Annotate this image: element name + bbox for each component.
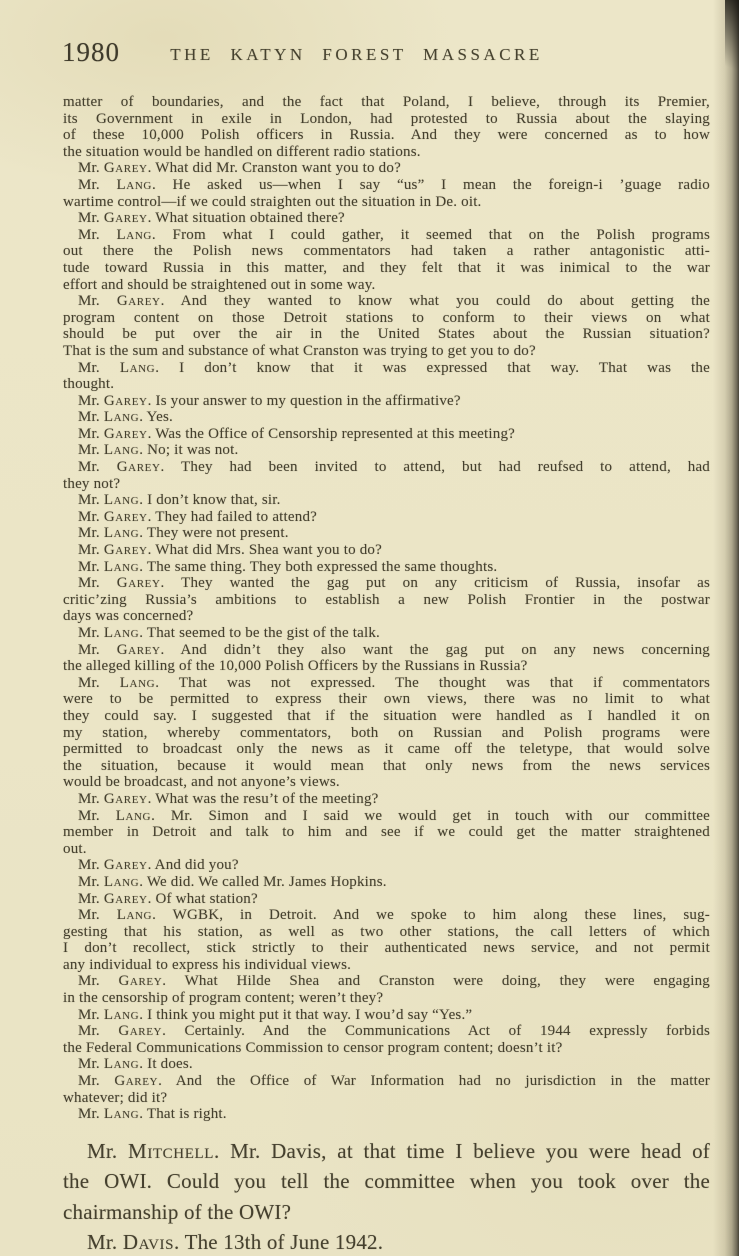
paragraph (63, 857, 710, 874)
text-line: critic’zing Russia’s ambitions to establish a new Polish Frontier in the postwar (63, 591, 710, 608)
text-line: the situation would be handled on different radio stations. (63, 143, 421, 160)
paragraph (63, 393, 710, 410)
speaker-name: Lang (103, 409, 140, 426)
paragraph (63, 1056, 710, 1073)
text-line: Mr. Garey. They had failed to attend? (78, 508, 318, 525)
text-line: Mr. Garey. And didn’t they also want the gag put on any news concerning (78, 641, 710, 658)
speaker-name: Lang (103, 625, 140, 641)
speaker-name: Garey (103, 508, 148, 525)
speaker-name: Lang (103, 492, 140, 509)
text-line: Mr. Garey. And they wanted to know what you could do about getting the (78, 293, 710, 310)
paragraph (63, 426, 710, 443)
text-line: Mr. Lang. That is right. (78, 1106, 227, 1123)
text-line: Mr. Lang. I don’t know that, sir. (78, 492, 281, 509)
text-line: I don’t recollect, stick strictly to their authenticated news service, and not permit (63, 940, 710, 957)
text-line: Mr. Lang. We did. We called Mr. James Hopkins. (78, 873, 387, 890)
speaker-name: Lang (103, 1106, 140, 1123)
paragraph (63, 293, 710, 359)
paragraph (63, 675, 710, 791)
paragraph (63, 409, 710, 426)
text-line: Mr. Garey. Certainly. And the Communications Act of 1944 expressly forbids (78, 1023, 710, 1040)
speaker-name: Garey (118, 1023, 163, 1040)
paragraph (63, 542, 710, 559)
text-line: Mr. Garey. They had been invited to attend, but had reufsed to attend, had (78, 459, 710, 476)
text-line: That is the sum and substance of what Cranston was trying to get you to do? (63, 342, 536, 359)
text-line: Mr. Lang. That seemed to be the gist of the talk. (78, 625, 380, 641)
text-line: Mr. Lang. I don’t know that it was expressed that way. That was the (78, 359, 710, 376)
text-line: out there the Polish news commentators had taken a rather antagonistic atti- (63, 243, 710, 260)
text-line: Mr. Garey. And did you? (78, 857, 239, 874)
text-line: Mr. Lang. Yes. (78, 409, 173, 426)
speaker-name: Lang (115, 807, 152, 824)
paragraph (63, 1073, 710, 1106)
speaker-name: Mitchell (128, 1138, 215, 1163)
running-title: THE KATYN FOREST MASSACRE (170, 45, 543, 64)
text-line: should be put over the air in the United States about the Russian situation? (63, 326, 710, 343)
speaker-name: Lang (103, 442, 140, 459)
text-line: days was concerned? (63, 608, 194, 625)
text-line: Mr. Garey. What was the resu’t of the meeting? (78, 790, 379, 807)
speaker-name: Lang (103, 558, 140, 575)
text-line: Mr. Mitchell. Mr. Davis, at that time I believe you were head of (87, 1138, 710, 1163)
paragraph (63, 973, 710, 1006)
text-line: Mr. Garey. They wanted the gag put on any criticism of Russia, insofar as (78, 575, 711, 592)
paragraph (63, 525, 710, 542)
paragraph (63, 907, 710, 973)
paragraph (63, 492, 710, 509)
speaker-name: Garey (116, 641, 161, 658)
text-line: Mr. Lang. They were not present. (78, 525, 289, 542)
speaker-name: Lang (103, 1056, 140, 1073)
text-line: my station, whereby commentators, both on Russian and Polish programs were (63, 724, 710, 741)
page-number: 1980 (62, 37, 120, 67)
text-line: Mr. Garey. Is your answer to my question in the affirmative? (78, 392, 461, 409)
speaker-name: Garey (103, 790, 148, 807)
text-line: Mr. Lang. It does. (78, 1056, 193, 1073)
text-line: Mr. Lang. From what I could gather, it seemed that on the Polish programs (78, 226, 710, 243)
paragraph (63, 1136, 710, 1228)
text-line: Mr. Lang. WGBK, in Detroit. And we spoke to him along these lines, sug- (78, 907, 710, 924)
speaker-name: Davis (122, 1230, 175, 1255)
text-line: Mr. Garey. And the Office of War Information had no jurisdiction in the matter (78, 1073, 710, 1090)
text-line: Mr. Garey. What did Mr. Cranston want you to do? (78, 160, 401, 177)
paragraph (63, 160, 710, 177)
text-line: Mr. Lang. He asked us—when I say “us” I mean the foreign-i ’guage radio (78, 176, 710, 193)
speaker-name: Garey (116, 293, 161, 310)
text-line: member in Detroit and talk to him and see if we could get the matter straightened (63, 824, 710, 841)
paragraph (63, 210, 710, 227)
paragraph (63, 1007, 710, 1024)
speaker-name: Garey (103, 890, 148, 907)
paragraph (63, 177, 710, 210)
text-line: chairmanship of the OWI? (63, 1199, 292, 1224)
paragraph (63, 874, 710, 891)
paragraph (63, 360, 710, 393)
text-line: the Federal Communications Commission to censor program content; doesn’t it? (63, 1039, 563, 1056)
paragraph (63, 808, 710, 858)
speaker-name: Garey (118, 973, 163, 990)
paragraph (63, 1227, 710, 1256)
text-line: matter of boundaries, and the fact that Poland, I believe, through its Premier, (63, 94, 710, 110)
speaker-name: Garey (103, 210, 148, 227)
speaker-name: Garey (116, 459, 161, 476)
paragraph (63, 891, 710, 908)
paragraph (63, 559, 710, 576)
paragraph (63, 791, 710, 808)
text-line: any individual to express his individual views. (63, 956, 352, 973)
text-line: would be broadcast, and not anyone’s views. (63, 774, 340, 791)
text-line: Mr. Lang. The same thing. They both expressed the same thoughts. (78, 558, 498, 575)
paragraph (63, 642, 710, 675)
text-line: the alleged killing of the 10,000 Polish Officers by the Russians in Russia? (63, 658, 528, 675)
text-line: Mr. Lang. Mr. Simon and I said we would get in touch with our committee (78, 807, 710, 824)
text-line: Mr. Davis. The 13th of June 1942. (87, 1230, 384, 1255)
text-line: effort and should be straightened out in some way. (63, 276, 376, 293)
paragraph (63, 1023, 710, 1056)
speaker-name: Garey (114, 1073, 159, 1090)
speaker-name: Garey (103, 160, 148, 177)
speaker-name: Lang (119, 674, 156, 691)
speaker-name: Garey (116, 575, 161, 592)
text-line: Mr. Garey. What Hilde Shea and Cranston were doing, they were engaging (78, 973, 710, 990)
text-line: its Government in exile in London, had protested to Russia about the slaying (63, 110, 710, 127)
text-line: Mr. Garey. What situation obtained there? (78, 210, 345, 227)
speaker-name: Lang (103, 1006, 140, 1023)
text-line: thought. (63, 376, 115, 393)
text-line: gesting that his station, as well as two other stations, the call letters of which (63, 923, 710, 940)
speaker-name: Lang (103, 525, 140, 542)
text-line: program content on those Detroit stations to conform to their views on what (63, 309, 710, 326)
text-line: whatever; did it? (63, 1089, 168, 1106)
speaker-name: Lang (116, 226, 152, 243)
text-line: were to be permitted to express their own views, there was no limit to what (63, 691, 710, 708)
speaker-name: Garey (103, 857, 148, 874)
paragraph (63, 227, 710, 293)
paragraph (63, 442, 710, 459)
paragraph (63, 94, 710, 160)
speaker-name: Lang (103, 873, 140, 890)
text-line: Mr. Lang. No; it was not. (78, 442, 239, 459)
speaker-name: Lang (116, 176, 152, 193)
text-line: tude toward Russia in this matter, and they felt that it was inimical to the war (63, 259, 710, 276)
text-line: Mr. Lang. That was not expressed. The thought was that if commentators (78, 674, 710, 691)
paragraph (63, 1106, 710, 1123)
text-line: they not? (63, 475, 121, 492)
paragraph (63, 625, 710, 642)
paragraph (63, 509, 710, 526)
text-line: Mr. Garey. Was the Office of Censorship represented at this meeting? (78, 425, 516, 442)
speaker-name: Garey (103, 392, 148, 409)
speaker-name: Garey (103, 542, 148, 559)
speaker-name: Lang (119, 359, 156, 376)
page-edge-shadow (713, 0, 739, 1256)
speaker-name: Garey (103, 425, 148, 442)
transcript-body (63, 94, 710, 1256)
page-header (0, 36, 739, 68)
paragraph (63, 459, 710, 492)
text-line: the OWI. Could you tell the committee when you took over the (63, 1169, 710, 1194)
text-line: out. (63, 840, 87, 857)
text-line: the situation, because it would mean that only news from the news services (63, 757, 710, 774)
speaker-name: Lang (116, 907, 153, 924)
text-line: they could say. I suggested that if the situation were handled as I handled it on (63, 707, 710, 724)
text-line: in the censorship of program content; weren’t they? (63, 990, 384, 1007)
text-line: Mr. Garey. Of what station? (78, 890, 258, 907)
text-line: Mr. Garey. What did Mrs. Shea want you to do? (78, 542, 382, 559)
text-line: permitted to broadcast only the news as it came off the teletype, that would solve (63, 741, 710, 758)
text-line: of these 10,000 Polish officers in Russia. And they were concerned as to how (63, 127, 710, 144)
text-line: wartime control—if we could straighten out the situation in De. oit. (63, 193, 482, 210)
text-line: Mr. Lang. I think you might put it that way. I wou’d say “Yes.” (78, 1006, 473, 1023)
paragraph (63, 575, 710, 625)
